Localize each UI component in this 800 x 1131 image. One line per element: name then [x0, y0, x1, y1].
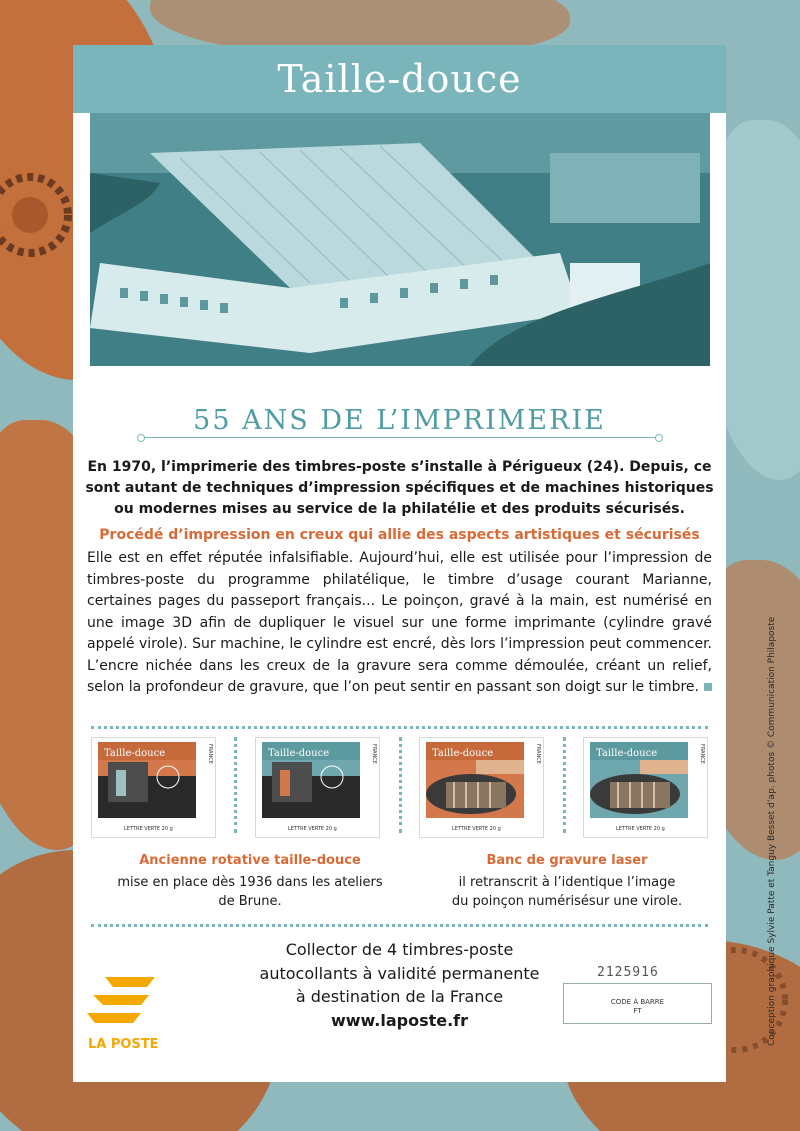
- stamp: [92, 738, 215, 837]
- dotted-separator: [399, 737, 402, 833]
- stamp-label: Taille-douce: [104, 748, 166, 759]
- dotted-separator: [234, 737, 237, 833]
- product-number: 2125916: [597, 965, 659, 980]
- stamp-label: Taille-douce: [596, 748, 658, 759]
- caption-title: Banc de gravure laser: [486, 853, 648, 868]
- stamp-label: Taille-douce: [432, 748, 494, 759]
- stamp-value: LETTRE VERTE 20 g: [616, 826, 665, 832]
- stamp-country: FRANCE: [207, 744, 213, 764]
- title-divider: [145, 437, 655, 438]
- barcode-label-sub: FT: [633, 1007, 642, 1015]
- collector-info: [233, 938, 566, 1032]
- stamp-country: FRANCE: [699, 744, 705, 764]
- stamp-value: LETTRE VERTE 20 g: [452, 826, 501, 832]
- barcode-box: [563, 983, 712, 1024]
- stamp-value: LETTRE VERTE 20 g: [124, 826, 173, 832]
- stamp: [420, 738, 543, 837]
- dotted-divider: [91, 924, 708, 927]
- stamp-country: FRANCE: [535, 744, 541, 764]
- collector-line: autocollants à validité permanente: [259, 963, 540, 983]
- dotted-divider: [91, 726, 708, 729]
- leaflet-panel: [73, 45, 726, 1082]
- credit-text: Conception graphique Sylvie Patte et Tanguy Besset d’ap. photos © Communication Philaposte: [767, 616, 777, 1046]
- stamp-country: FRANCE: [371, 744, 377, 764]
- page-title: Taille-douce: [277, 57, 522, 101]
- logo-text: LA POSTE: [88, 1037, 159, 1052]
- dotted-separator: [563, 737, 566, 833]
- la-poste-logo-icon: [83, 973, 163, 1031]
- website-link[interactable]: www.laposte.fr: [330, 1010, 469, 1030]
- caption-description: [100, 873, 400, 911]
- body-text: Elle est en effet réputée infalsifiable. Aujourd’hui, elle est utilisée pour l’impression de timbres-poste du programme philatélique, le timbre d’usage courant Marianne, certaines pages du passeport français... Le poinçon, gravé à la main, est numérisé en une image 3D afin de dupliquer le visuel sur une forme imprimante (cylindre gravé appelé virole). Sur machine, le cylindre est encré, dès lors l’impression peut commencer. L’encre nichée dans les creux de la gravure sera comme démoulée, créant un relief, selon la profondeur de gravure, que l’on peut sentir en passant son doigt sur le timbre.: [87, 550, 712, 695]
- section-title: 55 ANS DE L’IMPRIMERIE: [193, 405, 606, 436]
- stamp-value: LETTRE VERTE 20 g: [288, 826, 337, 832]
- intro-paragraph: En 1970, l’imprimerie des timbres-poste s’installe à Périgueux (24). Depuis, ce sont autant de techniques d’impression spécifiques et de machines historiques ou modernes mises au service de la philatélie et des produits sécurisés.: [85, 459, 714, 517]
- factory-aerial-photo: [90, 113, 710, 366]
- body-paragraph: [87, 548, 712, 699]
- stamp: [584, 738, 707, 837]
- caption-line: il retranscrit à l’identique l’image: [458, 875, 676, 890]
- subheading: Procédé d’impression en creux qui allie des aspects artistiques et sécurisés: [99, 527, 700, 543]
- caption-description: [417, 873, 717, 911]
- barcode-label: CODE À BARRE: [610, 998, 665, 1006]
- collector-line: à destination de la France: [295, 987, 504, 1006]
- caption-line: de Brune.: [218, 894, 282, 909]
- title-bar: [73, 45, 726, 113]
- stamp-label: Taille-douce: [268, 748, 330, 759]
- stamp: [256, 738, 379, 837]
- caption-title: Ancienne rotative taille-douce: [139, 853, 361, 868]
- caption-line: du poinçon numérisésur une virole.: [451, 894, 683, 909]
- caption-line: mise en place dès 1936 dans les ateliers: [117, 875, 383, 890]
- photo-credit: [767, 570, 787, 1050]
- end-square-icon: [704, 683, 712, 691]
- collector-line: Collector de 4 timbres-poste: [285, 940, 514, 959]
